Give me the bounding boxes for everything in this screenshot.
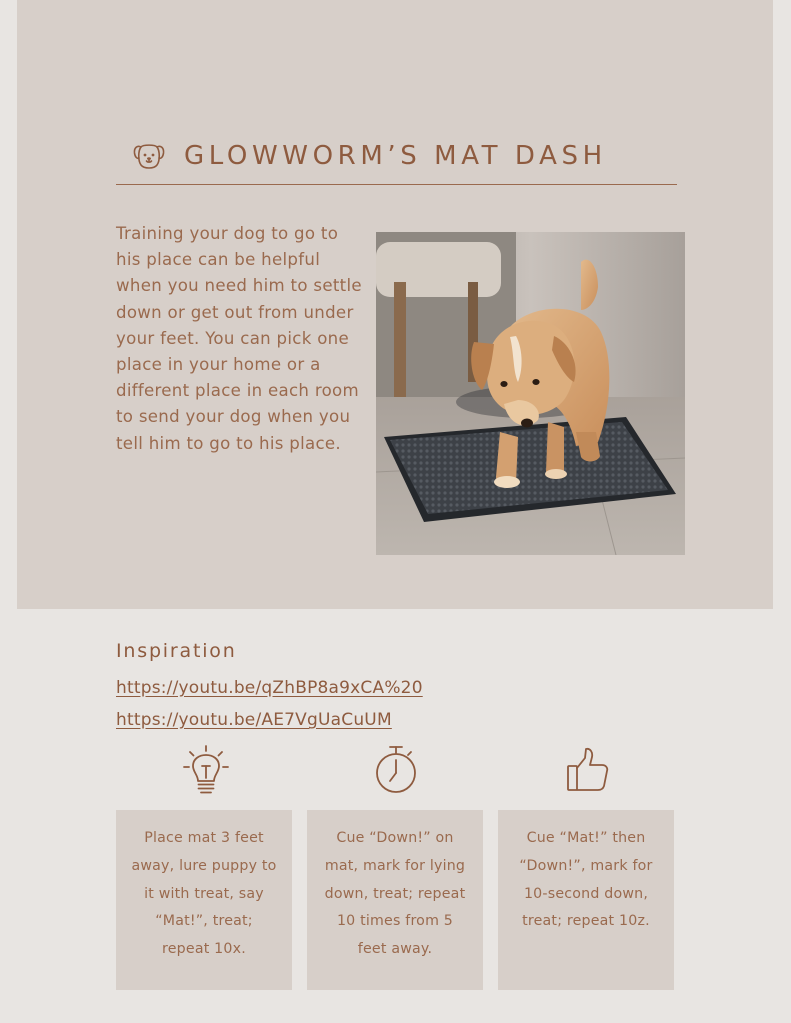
title-row	[116, 138, 677, 174]
inspiration-heading: Inspiration	[116, 640, 237, 662]
stopwatch-icon	[370, 744, 422, 796]
lightbulb-icon	[180, 744, 232, 796]
inspiration-link-1[interactable]: https://youtu.be/qZhBP8a9xCA%20	[116, 678, 423, 698]
step-card-1: Place mat 3 feet away, lure puppy to it with treat, say “Mat!”, treat; repeat 10x.	[116, 810, 292, 990]
step-card-2: Cue “Down!” on mat, mark for lying down, treat; repeat 10 times from 5 feet away.	[307, 810, 483, 990]
thumbs-up-icon	[562, 744, 614, 796]
puppy-photo	[376, 232, 685, 555]
inspiration-link-2[interactable]: https://youtu.be/AE7VgUaCuUM	[116, 710, 392, 730]
step-card-3: Cue “Mat!” then “Down!”, mark for 10-second down, treat; repeat 10z.	[498, 810, 674, 990]
title-divider	[116, 184, 677, 185]
intro-paragraph: Training your dog to go to his place can be helpful when you need him to settle down or get out from under your feet. You can pick one place in your home or a different place in each room to send your dog when you tell him to go to his place.	[116, 224, 362, 453]
dog-face-icon	[132, 139, 166, 173]
page-title: GLOWWORM’S MAT DASH	[184, 141, 607, 171]
